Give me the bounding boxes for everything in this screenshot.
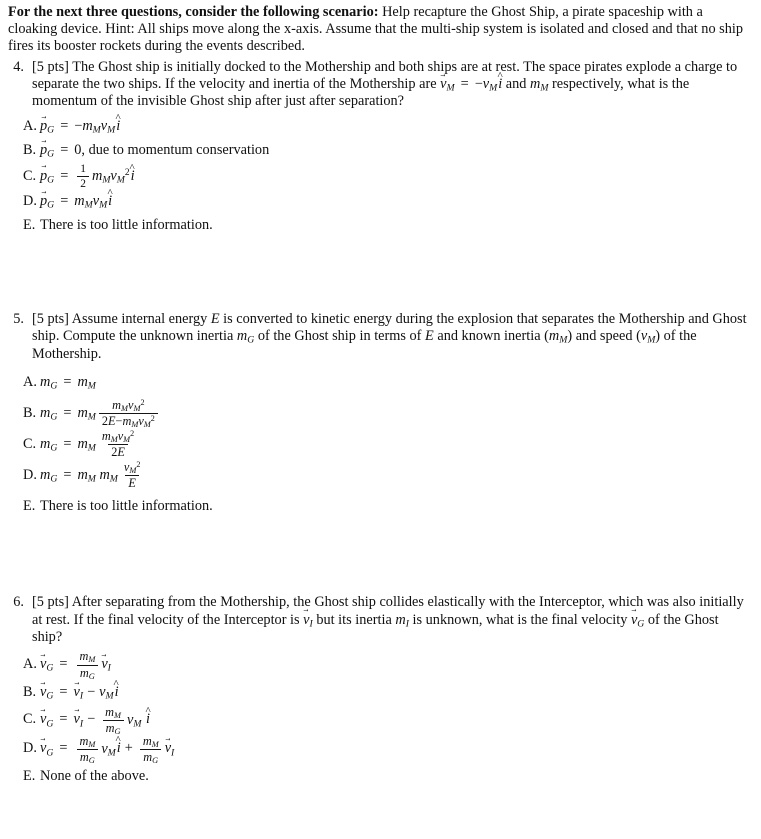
fraction-mM-over-mG-A: $\frac{m_M}{m_G}$ bbox=[76, 650, 98, 679]
choice-6-A-letter: A. bbox=[23, 656, 37, 673]
question-6-text bbox=[32, 594, 749, 646]
choice-4-D-math: → $p_G$ = $m_Mv_M\^{}$ i bbox=[40, 193, 749, 210]
choice-5-C-letter: C. bbox=[23, 436, 37, 453]
choice-6-C-letter: C. bbox=[23, 711, 37, 728]
choice-4-A-letter: A. bbox=[23, 118, 37, 135]
choice-6-A-math: → $v_G$ = $\frac{m_M}{m_G}$ → $v_I$ bbox=[40, 650, 749, 679]
question-4-header bbox=[6, 59, 749, 111]
choice-5-D-math: $m_G = m_M$ $m_M$ $\frac{v_M^2}{E}$ bbox=[40, 461, 749, 490]
question-4 bbox=[6, 59, 749, 238]
choice-4-E-text: There is too little information. bbox=[40, 217, 213, 234]
choice-6-E-text: None of the above. bbox=[40, 767, 149, 784]
choice-4-D-letter: D. bbox=[23, 193, 37, 210]
question-4-inline-math-mass: $m_M$ bbox=[530, 76, 549, 94]
question-5-symbol-E: E bbox=[210, 311, 220, 328]
i-hat-icon: ^ i bbox=[115, 118, 120, 135]
question-4-statement-and: and bbox=[505, 76, 527, 93]
choice-6-B[interactable] bbox=[6, 680, 749, 706]
choice-5-C-math: $m_G = m_M$ $\frac{m_Mv_M^2}{2E}$ bbox=[40, 430, 749, 459]
question-6-symbol-vI: → $v_I$ bbox=[303, 612, 313, 628]
scenario-intro-lead: For the next three questions, consider the following scenario: bbox=[8, 4, 379, 20]
choice-6-B-math: → $v_G$ = → $v_I$ − $v_M\^{}$ i bbox=[40, 684, 749, 701]
choice-5-B-letter: B. bbox=[23, 405, 37, 422]
question-4-statement-part2: respectively, what is the momentum of the invisible Ghost ship after just after separation? bbox=[32, 76, 690, 110]
choice-6-D[interactable] bbox=[6, 735, 749, 764]
question-5-symbol-E-2: E bbox=[425, 328, 434, 345]
choice-4-C-math: → $p_G$ = $\frac{1}{2}$ $m_Mv_M^2\^{}$ i bbox=[40, 163, 749, 190]
question-5-number: 5. bbox=[13, 311, 24, 328]
choice-5-B-math: $m_G = m_M$ $\frac{m_Mv_M^2}{2E-m_Mv_M^2}$ bbox=[40, 399, 749, 428]
question-6-statement-part4: of the Ghost ship? bbox=[32, 611, 719, 646]
question-6-header bbox=[6, 594, 749, 646]
choice-6-C[interactable] bbox=[6, 706, 749, 735]
question-5-points: [5 pts] bbox=[32, 311, 69, 328]
question-6-statement-part2: but its inertia bbox=[316, 611, 392, 628]
choice-5-D[interactable] bbox=[6, 460, 749, 491]
i-hat-icon: ^ i bbox=[130, 168, 135, 185]
i-hat-icon: ^ i bbox=[116, 740, 121, 757]
fraction-mM-over-mG-D1: $\frac{m_M}{m_G}$ bbox=[76, 735, 98, 764]
question-5 bbox=[6, 311, 749, 522]
question-5-statement-part4: and known inertia bbox=[437, 328, 541, 345]
choice-4-E[interactable] bbox=[6, 214, 749, 238]
choice-4-A[interactable] bbox=[6, 115, 749, 139]
question-5-header bbox=[6, 311, 749, 363]
question-5-statement-part5: and speed bbox=[575, 328, 633, 345]
i-hat-icon: ^ i bbox=[114, 684, 119, 701]
question-4-text bbox=[32, 59, 749, 111]
i-hat-icon: ^ i bbox=[107, 193, 112, 210]
question-4-number: 4. bbox=[13, 58, 24, 75]
question-5-statement-part2: is converted to kinetic energy during the explosion that separates the Mothership and Ghost ship. Compute the unknown inertia bbox=[32, 311, 747, 345]
question-4-inline-math-velocity: → $v_M$ = $-v_M\^{}$ i bbox=[440, 76, 502, 92]
choice-5-A-letter: A. bbox=[23, 374, 37, 391]
question-5-statement-part1: Assume internal energy bbox=[71, 311, 208, 328]
question-5-statement-part3: of the Ghost ship in terms of bbox=[257, 328, 422, 345]
spacer-before-question-6 bbox=[6, 522, 749, 594]
vector-v-m-symbol: → v bbox=[440, 76, 446, 93]
choice-5-E[interactable] bbox=[6, 491, 749, 522]
question-6-symbol-mI: $m_I$ bbox=[395, 611, 409, 630]
question-4-choices bbox=[6, 115, 749, 238]
question-6-symbol-vG: → $v_G$ bbox=[631, 612, 644, 628]
scenario-intro bbox=[6, 4, 749, 56]
choice-4-B-letter: B. bbox=[23, 142, 37, 159]
choice-4-D[interactable] bbox=[6, 190, 749, 214]
question-6-statement-part3: is unknown, what is the final velocity bbox=[412, 611, 628, 628]
question-6-choices bbox=[6, 650, 749, 789]
question-4-statement-part1: The Ghost ship is initially docked to the Mothership and both ships are at rest. The space pirates explode a charge to separate the two ships. If the velocity and inertia of the Mothership are bbox=[32, 58, 738, 93]
question-5-choices bbox=[6, 367, 749, 522]
question-4-points: [5 pts] bbox=[32, 58, 69, 75]
question-5-statement-part6: of the Mothership. bbox=[32, 328, 697, 362]
question-6 bbox=[6, 594, 749, 789]
choice-6-D-math: → $v_G$ = $\frac{m_M}{m_G}$ $v_M\^{}$ i + $\frac{m_M}{m_G}$ → $v_I$ bbox=[40, 735, 749, 764]
choice-5-E-letter: E. bbox=[23, 498, 36, 515]
question-5-symbol-mM: $(m_M)$ bbox=[544, 328, 573, 346]
fraction-mM-over-mG-C: $\frac{m_M}{m_G}$ bbox=[102, 706, 124, 735]
choice-6-C-math: → $v_G$ = → $v_I$ − $\frac{m_M}{m_G}$ $v_M$ ^ i bbox=[40, 706, 749, 735]
choice-5-B[interactable] bbox=[6, 398, 749, 429]
scenario-intro-body: Help recapture the Ghost Ship, a pirate spaceship with a cloaking device. Hint: All ships move along the x-axis. Assume that the multi-ship system is isolated and closed and that no ship fires its booster rockets during the events described. bbox=[8, 4, 743, 55]
choice-6-A[interactable] bbox=[6, 650, 749, 679]
fraction-D: $\frac{v_M^2}{E}$ bbox=[123, 460, 141, 491]
question-5-symbol-vM: $(v_M)$ bbox=[636, 328, 661, 346]
i-hat-icon: ^ i bbox=[497, 76, 502, 93]
choice-6-B-letter: B. bbox=[23, 683, 37, 700]
choice-4-C-letter: C. bbox=[23, 167, 37, 184]
choice-6-E-letter: E. bbox=[23, 767, 36, 784]
choice-5-A-math: $m_G = m_M$ bbox=[40, 374, 96, 392]
spacer-before-question-5 bbox=[6, 238, 749, 311]
question-6-statement-part1: After separating from the Mothership, the Ghost ship collides elastically with the Interceptor, which was also initially at rest. If the final velocity of the Interceptor is bbox=[32, 594, 744, 628]
choice-5-D-letter: D. bbox=[23, 467, 37, 484]
choice-6-E[interactable] bbox=[6, 764, 749, 790]
choice-4-B[interactable] bbox=[6, 139, 749, 163]
choice-4-B-math: → $p_G = 0$, due to momentum conservation bbox=[40, 142, 749, 159]
question-5-text bbox=[32, 311, 749, 363]
fraction-one-half: $\frac{1}{2}$ bbox=[77, 163, 89, 190]
choice-5-A[interactable] bbox=[6, 367, 749, 398]
choice-4-B-text: , due to momentum conservation bbox=[81, 142, 270, 159]
question-6-points: [5 pts] bbox=[32, 594, 69, 611]
fraction-mM-over-mG-D2: $\frac{m_M}{m_G}$ bbox=[140, 735, 162, 764]
choice-4-E-letter: E. bbox=[23, 217, 36, 234]
fraction-B: $\frac{m_Mv_M^2}{2E-m_Mv_M^2}$ bbox=[99, 399, 158, 428]
i-hat-icon: ^ i bbox=[145, 711, 150, 728]
choice-6-D-letter: D. bbox=[23, 740, 37, 757]
choice-4-C[interactable] bbox=[6, 163, 749, 190]
fraction-C: $\frac{m_Mv_M^2}{2E}$ bbox=[101, 429, 135, 460]
choice-4-A-math: → $p_G$ = $-m_Mv_M\^{}$ i bbox=[40, 118, 749, 135]
question-5-symbol-mG: $m_G$ bbox=[236, 328, 255, 346]
choice-5-C[interactable] bbox=[6, 429, 749, 460]
question-6-number: 6. bbox=[13, 594, 24, 611]
choice-5-E-text: There is too little information. bbox=[40, 498, 213, 515]
